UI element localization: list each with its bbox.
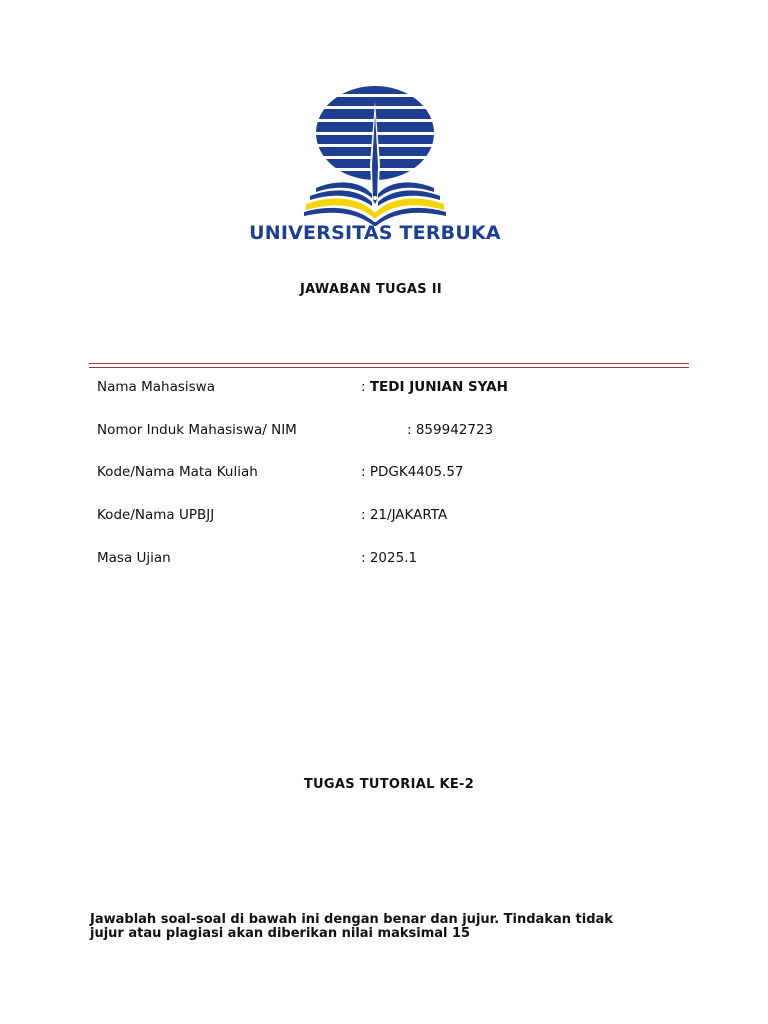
identity-label: Nama Mahasiswa — [97, 379, 215, 395]
identity-label: Kode/Nama Mata Kuliah — [97, 464, 258, 480]
identity-label: Masa Ujian — [97, 550, 171, 566]
identity-value: : 859942723 — [407, 422, 494, 438]
identity-label: Kode/Nama UPBJJ — [97, 507, 215, 523]
universitas-terbuka-logo-icon — [300, 84, 450, 226]
divider-line-bottom — [89, 367, 689, 368]
tutorial-title: TUGAS TUTORIAL KE-2 — [303, 777, 475, 792]
instruction-line-2: jujur atau plagiasi akan diberikan nilai maksimal 15 — [90, 926, 471, 941]
divider-line-top — [89, 363, 689, 364]
student-name: TEDI JUNIAN SYAH — [369, 379, 508, 395]
identity-value: : 2025.1 — [361, 550, 418, 566]
identity-value: : PDGK4405.57 — [361, 464, 464, 480]
university-name: UNIVERSITAS TERBUKA — [249, 222, 501, 244]
identity-value: : TEDI JUNIAN SYAH — [361, 379, 508, 395]
instruction-line-1: Jawablah soal-soal di bawah ini dengan benar dan jujur. Tindakan tidak — [90, 912, 613, 927]
instruction-text — [90, 913, 690, 941]
identity-label: Nomor Induk Mahasiswa/ NIM — [97, 422, 297, 438]
document-title: JAWABAN TUGAS II — [299, 282, 443, 297]
identity-value: : 21/JAKARTA — [361, 507, 448, 523]
